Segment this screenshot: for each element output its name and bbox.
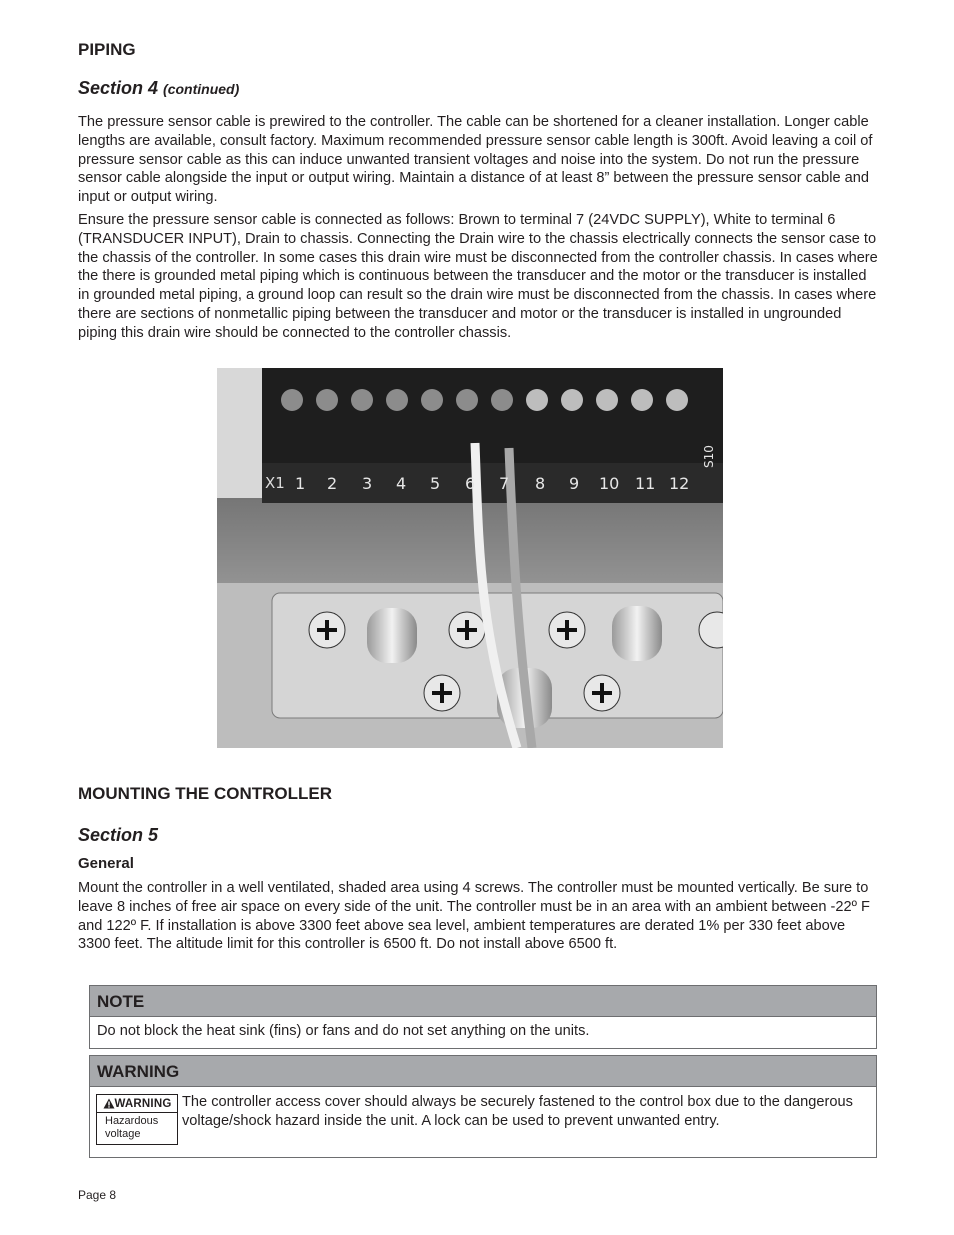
- warning-box: [89, 1055, 877, 1158]
- note-text: Do not block the heat sink (fins) or fans and do not set anything on the units.: [97, 1023, 590, 1039]
- terminal-prefix: X1: [265, 474, 285, 492]
- section-heading-piping: PIPING: [78, 40, 136, 59]
- terminal-label: 7: [499, 474, 510, 493]
- hazard-label-warning-text: WARNING: [114, 1097, 172, 1110]
- terminal-label: 12: [669, 474, 690, 493]
- hazard-label-line1: Hazardous: [105, 1115, 159, 1127]
- terminal-label: 6: [465, 474, 476, 493]
- warning-triangle-icon: [103, 1098, 115, 1109]
- hazard-label-description: [97, 1113, 177, 1141]
- section-4-label: Section 4: [78, 78, 159, 98]
- terminal-label: 8: [535, 474, 546, 493]
- section-4-title: [78, 78, 239, 99]
- cable-connection-paragraph: Ensure the pressure sensor cable is connected as follows: Brown to terminal 7 (24VDC SUPPLY), White to terminal 6 (TRANSDUCER INPUT), Drain to chassis. Connecting the Drain wire to the chassis electrically connects the sensor case to the chassis of the controller. In some cases this drain wire must be disconnected from the controller chassis. In cases where the there is grounded metal piping which is continuous between the transducer and the motor or the transducer is installed in grounded metal piping, a ground loop can result so the drain wire must be disconnected from the chassis. In cases where there are sections of nonmetallic piping between the transducer and motor or the transducer is installed in ungrounded piping this drain wire should be connected to the controller chassis.: [78, 212, 878, 341]
- general-subheading: General: [78, 855, 134, 872]
- warning-title: WARNING: [90, 1056, 876, 1087]
- terminal-label: 5: [430, 474, 441, 493]
- hazard-label-line2: voltage: [105, 1128, 141, 1140]
- hazard-label-header: [97, 1095, 177, 1113]
- terminal-label: 9: [569, 474, 580, 493]
- section-heading-mounting: MOUNTING THE CONTROLLER: [78, 784, 333, 803]
- terminal-label: 1: [295, 474, 306, 493]
- section-5-title: Section 5: [78, 825, 159, 845]
- page-number: Page 8: [78, 1188, 117, 1202]
- note-title: NOTE: [90, 986, 876, 1017]
- warning-text: The controller access cover should always be securely fastened to the control box due to the dangerous voltage/shock hazard inside the unit. A lock can be used to prevent unwanted entry.: [182, 1094, 853, 1129]
- terminal-wiring-illustration: [217, 368, 723, 748]
- warning-body: [90, 1087, 876, 1157]
- terminal-label: 2: [327, 474, 338, 493]
- terminal-label: 4: [396, 474, 407, 493]
- continued-label: (continued): [163, 81, 240, 97]
- terminal-label: 10: [599, 474, 620, 493]
- pressure-sensor-paragraph: The pressure sensor cable is prewired to the controller. The cable can be shortened for a cleaner installation. Longer cable lengths are available, consult factory. Maximum recommended pressure sensor cable length is 300ft. Avoid leaving a coil of pressure sensor cable as this can induce unwanted transient voltages and noise into the system. Do not run the pressure sensor cable alongside the input or output wiring. Maintain a distance of at least 8” between the pressure sensor cable and input or output wiring.: [78, 114, 873, 206]
- terminal-label: 3: [362, 474, 373, 493]
- mounting-paragraph: Mount the controller in a well ventilated, shaded area using 4 screws. The controller must be mounted vertically. Be sure to leave 8 inches of free air space on every side of the unit. The controller must be in an area with an ambient between -22º F and 122º F. If installation is above 3300 feet above sea level, ambient temperatures are derated 1% per 330 feet above 3300 feet. The altitude limit for this controller is 6500 ft. Do not install above 6500 ft.: [78, 880, 870, 953]
- side-label: S10: [702, 445, 716, 468]
- note-box: [89, 985, 877, 1049]
- hazard-label: [96, 1094, 178, 1145]
- terminal-wiring-photo: [217, 368, 723, 748]
- terminal-label: 11: [635, 474, 656, 493]
